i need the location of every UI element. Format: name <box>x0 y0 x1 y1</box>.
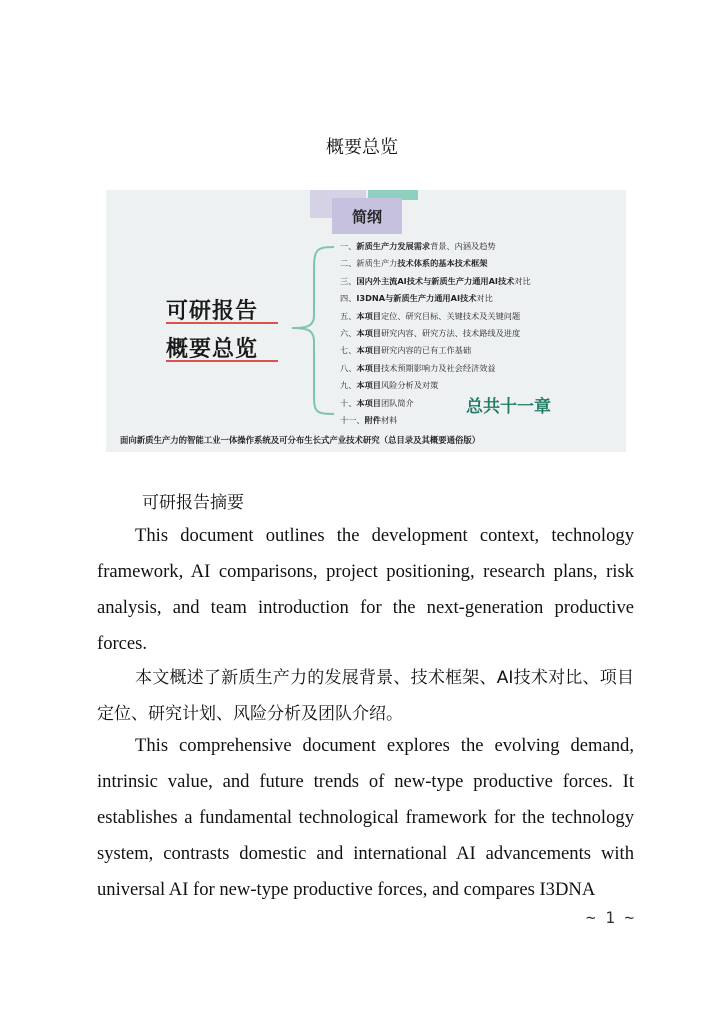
toc-item: 三、国内外主流AI技术与新质生产力通用AI技术对比 <box>340 275 531 286</box>
paragraph-chinese-summary: 本文概述了新质生产力的发展背景、技术框架、AI技术对比、项目定位、研究计划、风险分析及团队介绍。 <box>97 668 634 724</box>
figure-big-title-line2: 概要总览 <box>166 337 259 362</box>
bracket-connector <box>276 230 342 420</box>
page-title: 概要总览 <box>326 137 398 158</box>
outline-figure <box>106 190 626 452</box>
page-number: ~ 1 ~ <box>586 908 635 927</box>
title-underline <box>166 360 278 362</box>
figure-big-title-line1: 可研报告 <box>166 299 259 324</box>
title-underline <box>166 322 278 324</box>
toc-item: 四、I3DNA与新质生产力通用AI技术对比 <box>340 293 493 304</box>
toc-item: 九、本项目风险分析及对策 <box>340 380 439 391</box>
section-heading: 可研报告摘要 <box>142 493 244 513</box>
toc-item: 五、本项目定位、研究目标、关键技术及关键问题 <box>340 310 521 321</box>
toc-item: 七、本项目研究内容的已有工作基础 <box>340 345 472 356</box>
outline-box-title: 简纲 <box>332 198 402 234</box>
paragraph-english-detail: This comprehensive document explores the evolving demand, intrinsic value, and future trends of new-type productive forces. It establishes a fundamental technological framework for the technology system, contrasts domestic and international AI advancements with universal AI for new-type productive forces, and compares I3DNA <box>97 735 634 900</box>
toc-item: 八、本项目技术预期影响力及社会经济效益 <box>340 362 496 373</box>
toc-item: 二、新质生产力技术体系的基本技术框架 <box>340 258 488 269</box>
toc-item: 一、新质生产力发展需求背景、内涵及趋势 <box>340 241 496 251</box>
paragraph-english-summary: This document outlines the development context, technology framework, AI comparisons, project positioning, research plans, risk analysis, and team introduction for the next-generation productive forces. <box>97 525 634 654</box>
figure-caption: 面向新质生产力的智能工业一体操作系统及可分布生长式产业技术研究（总目录及其概要通俗版） <box>120 435 481 445</box>
toc-item: 十一、附件材料 <box>340 414 398 425</box>
chapters-count-label: 总共十一章 <box>466 397 551 417</box>
toc-item: 六、本项目研究内容、研究方法、技术路线及进度 <box>340 327 521 338</box>
toc-item: 十、本项目团队简介 <box>340 397 414 408</box>
